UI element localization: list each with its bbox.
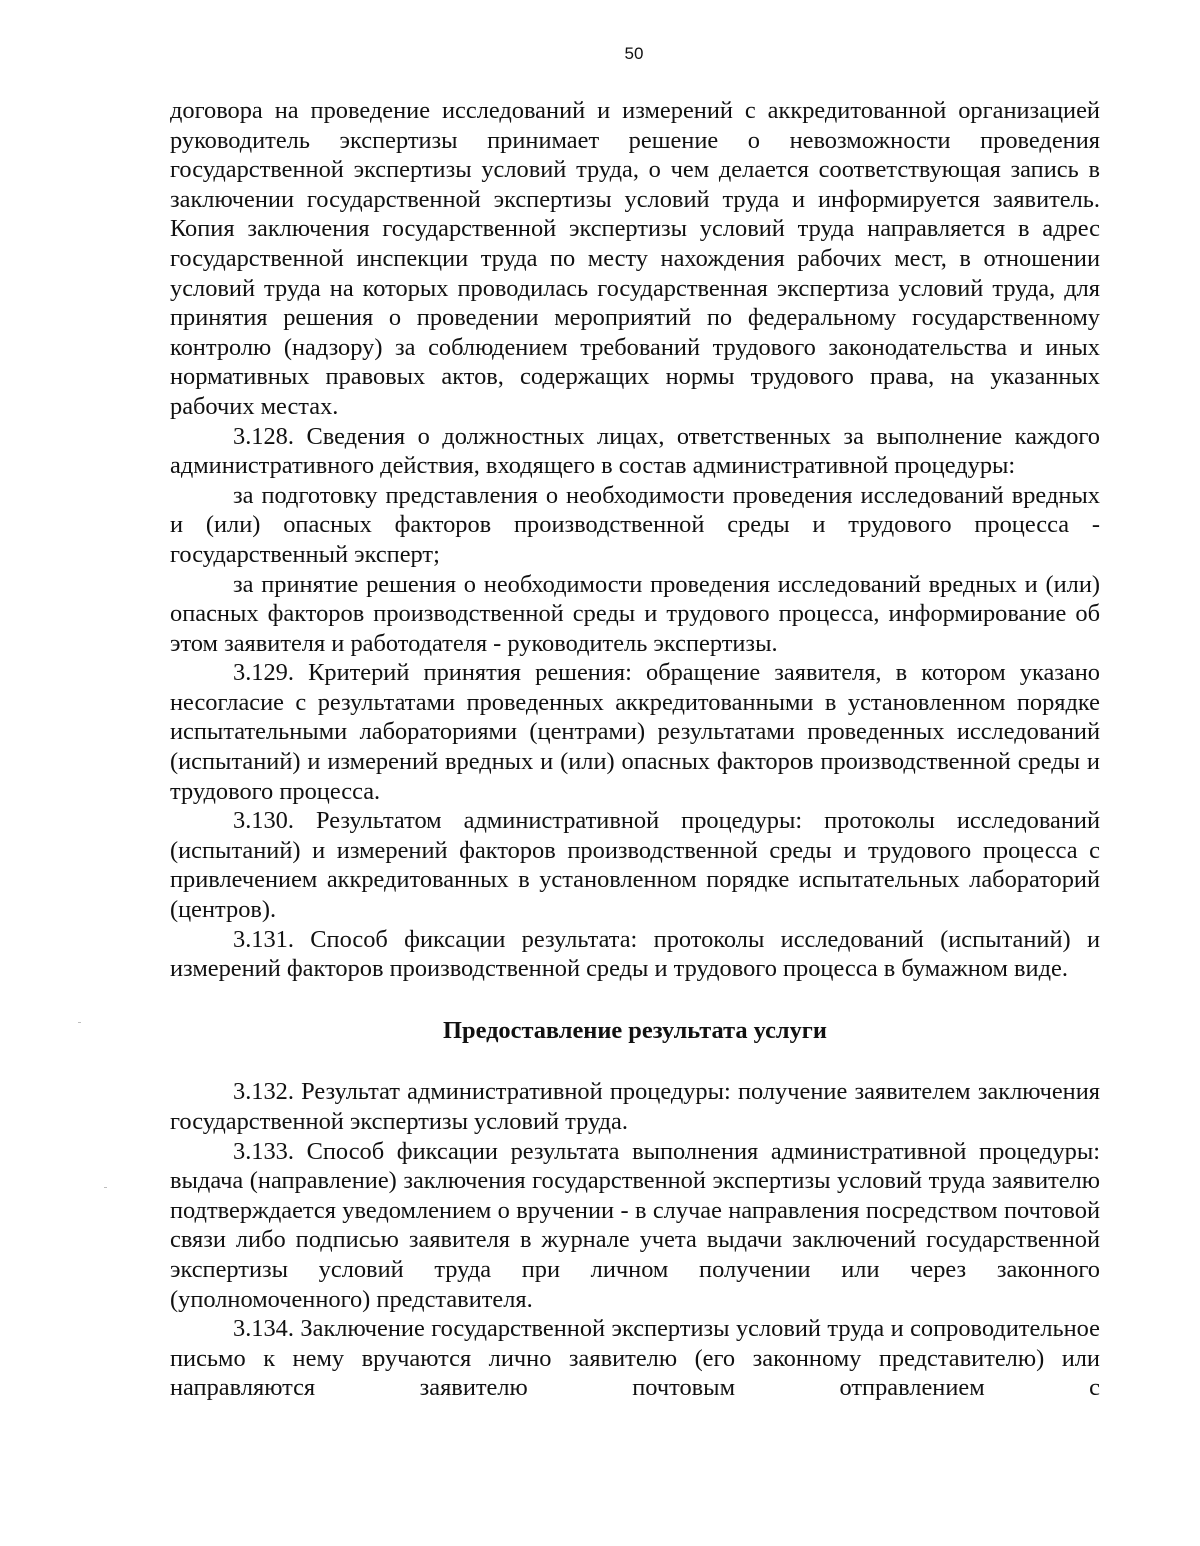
paragraph: договора на проведение исследований и измерений с аккредитованной организацией руководитель экспертизы принимает решение о невозможности проведения государственной экспертизы условий труда, о чем делается соответствующая запись в заключении государственной экспертизы условий труда и информируется заявитель. Копия заключения государственной экспертизы условий труда направляется в адрес государственной инспекции труда по месту нахождения рабочих мест, в отношении условий труда на которых проводилась государственная экспертиза условий труда, для принятия решения о проведении мероприятий по федеральному государственному контролю (надзору) за соблюдением требований трудового законодательства и иных нормативных правовых актов, содержащих нормы трудового права, на указанных рабочих местах. — [170, 97, 1100, 420]
page-number: 50 — [624, 44, 644, 63]
paragraph: 3.128. Сведения о должностных лицах, ответственных за выполнение каждого административного действия, входящего в состав административной процедуры: — [170, 422, 1100, 480]
paragraph: 3.132. Результат административной процедуры: получение заявителем заключения государственной экспертизы условий труда. — [170, 1078, 1100, 1135]
document-body — [170, 96, 1100, 1403]
paragraphs-before-heading — [170, 96, 1100, 984]
paragraph: за принятие решения о необходимости проведения исследований вредных и (или) опасных факторов производственной среды и трудового процесса, информирование об этом заявителя и работодателя - руководитель экспертизы. — [170, 570, 1100, 657]
paragraph: 3.131. Способ фиксации результата: протоколы исследований (испытаний) и измерений факторов производственной среды и трудового процесса в бумажном виде. — [170, 925, 1100, 983]
paragraph: 3.134. Заключение государственной экспертизы условий труда и сопроводительное письмо к нему вручаются лично заявителю (его законному представителю) или направляются заявителю почтовым отправлением с — [170, 1315, 1100, 1402]
paragraphs-after-heading — [170, 1077, 1100, 1403]
paragraph: 3.129. Критерий принятия решения: обращение заявителя, в котором указано несогласие с результатами проведенных аккредитованными в установленном порядке испытательными лабораториями (центрами) результатами проведенных исследований (испытаний) и измерений вредных и (или) опасных факторов производственной среды и трудового процесса. — [170, 659, 1100, 805]
scan-artifact — [104, 1187, 107, 1188]
paragraph: 3.133. Способ фиксации результата выполнения административной процедуры: выдача (направление) заключения государственной экспертизы условий труда заявителю подтверждается уведомлением о вручении - в случае направления посредством почтовой связи либо подписью заявителя в журнале учета выдачи заключений государственной экспертизы условий труда при личном получении или через законного (уполномоченного) представителя. — [170, 1137, 1100, 1313]
scan-artifact — [78, 1022, 81, 1023]
paragraph: за подготовку представления о необходимости проведения исследований вредных и (или) опасных факторов производственной среды и трудового процесса - государственный эксперт; — [170, 481, 1100, 568]
paragraph: 3.130. Результатом административной процедуры: протоколы исследований (испытаний) и измерений факторов производственной среды и трудового процесса с привлечением аккредитованных в установленном порядке испытательных лабораторий (центров). — [170, 807, 1100, 924]
section-heading: Предоставление результата услуги — [443, 1016, 827, 1044]
